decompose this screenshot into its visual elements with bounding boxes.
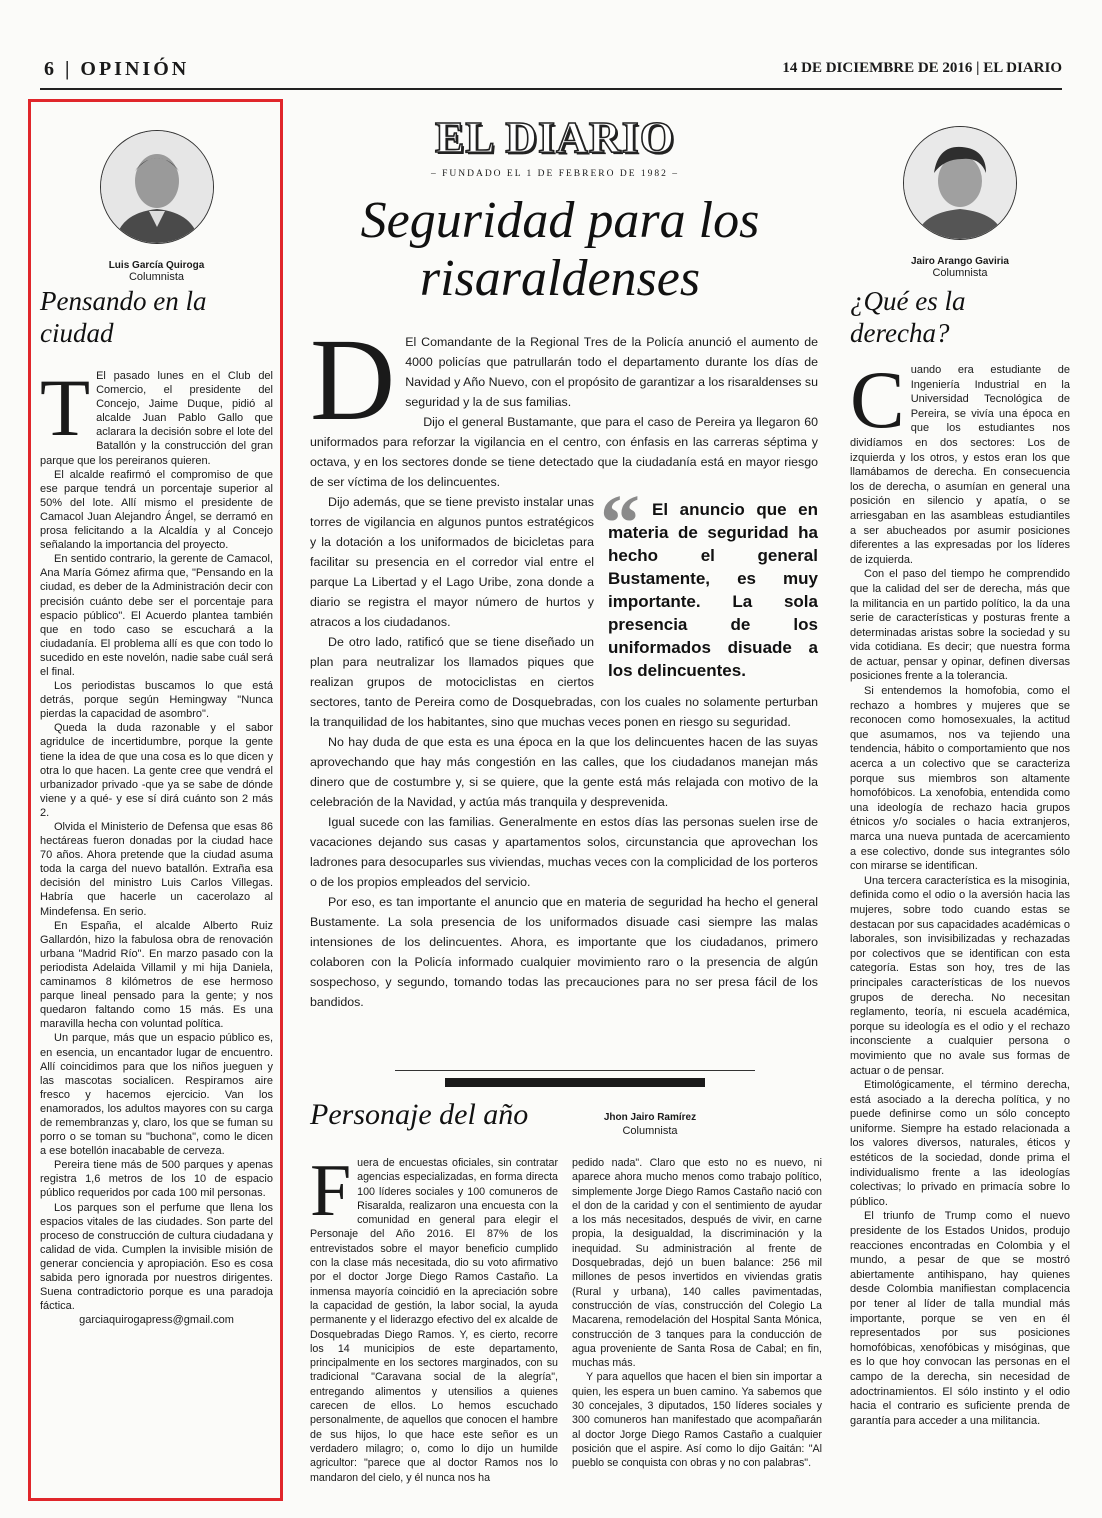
drop-cap-d: D — [310, 314, 396, 445]
paragraph: El alcalde reafirmó el compromiso de que ese parque tendrá un porcentaje superior al 50% del lote. Allí mismo el presidente de Camacol Juan Alejandro Ángel, se derramó en prosa felicitando a la Alcaldía y al Concejo señalando la importancia del proyecto. — [40, 468, 273, 552]
portrait-icon — [101, 131, 213, 243]
personaje-author: Jhon Jairo Ramírez — [603, 1112, 697, 1123]
editorial-title-line2: risaraldenses — [419, 250, 701, 307]
author-name-right: Jairo Arango Gaviria — [911, 256, 1009, 267]
separator-thick — [445, 1078, 705, 1087]
paragraph: Con el paso del tiempo he comprendido que la calidad del ser de derecha, más que la militancia en un partido político, la da una serie de características y posturas frente a determinadas aristas sobre la sociedad y su vida cotidiana. Es decir; que nuestra forma de actuar, pensar y opinar, definen diversas posiciones frente a la tolerancia. — [850, 568, 1070, 683]
left-article-title: Pensando en la ciudad — [40, 286, 207, 348]
paragraph: uera de encuestas oficiales, sin contratar agencias especializadas, en forma directa 100 líderes sociales y 100 comuneros de Risaralda, realizaron una encuesta con la comunidad en general para elegir el Personaje del Año 2016. El 87% de los entrevistados sobre el mayor beneficio cumplido con la clase más necesitada, dio su voto afirmativo por el doctor Jorge Diego Ramos Castaño. La inmensa mayoría coincidió en la apreciación sobre la capacidad de gestión, la labor social, la ayuda permanente y el liderazgo efectivo del ex alcalde de Dosquebradas Diego Ramos. Y, es cierto, recorre los 14 municipios de este departamento, principalmente en los sectores marginados, con su tradicional "Caravana social de la alegría", entregando alimentos y utensilios a quienes carecen de ellos. Lo hemos escuchado personalmente, de aquellos que conocen el hambre de sus hijos, lo que hace este señor es un verdadero milagro; o, como lo dijo un humilde agricultor: "parece que al doctor Ramos nos lo mandaron del cielo, y él nunca nos ha — [310, 1157, 558, 1484]
paragraph: Si entendemos la homofobia, como el rechazo a hombres y mujeres que se reconocen como homosexuales, la actitud que asumamos, nos va tejiendo una tendencia, hábito o comportamiento que nos acerca a un colectivo que se caracteriza porque sus miembros son altamente homofóbicos. La xenofobia, entendida como una ideología de rechazo hacia grupos étnicos y/o sociales o hacia extranjeros, marca una nueva puntada de acercamiento a ese colectivo, donde sus integrantes sólo con mirarse se identifican. — [850, 685, 1070, 873]
drop-cap-c: C — [850, 354, 905, 445]
author-name-left: Luis García Quiroga — [108, 260, 205, 271]
paragraph: El Comandante de la Regional Tres de la Policía anunció el aumento de 4000 policías que patrullarán todo el departamento durante los días de Navidad y Año Nuevo, con el propósito de garantizar a los risaraldenses su seguridad y la de sus familias. — [405, 335, 818, 409]
paragraph: En España, el alcalde Alberto Ruiz Gallardón, hizo la fabulosa obra de renovación urbana "Madrid Río". En marzo pasado con la periodista Adelaida Villamil y mi hija Daniela, caminamos 8 kilómetros de ese hermoso parque lineal pensado para la gente; y nos quedaron faltando como 15 más. Es una maravilla hecha con voluntad política. — [40, 919, 273, 1031]
paragraph: Olvida el Ministerio de Defensa que esas 86 hectáreas fueron donadas por la ciudad hace 70 años. Ahora pretende que la ciudad asuma toda la carga del nuevo batallón. Extraña esa decisión del ministro Luis Carlos Villegas. Habría que hacerle un cacerolazo al Mindefensa. En serio. — [40, 821, 273, 918]
right-article-body — [850, 354, 1070, 1428]
author-photo-right — [903, 126, 1017, 240]
pull-quote: El anuncio que en materia de seguridad ha hecho el general Bustamente, es muy importante. La sola presencia de los uniformados disuade a los delincuentes. — [608, 500, 818, 680]
paragraph: Una tercera característica es la misoginia, definida como el odio o la aversión hacia las mujeres, sobre todo cuando estas se destacan por sus capacidades académicas o laborales, son invisibilizadas y rechazadas por colectivos que se identifican con esta categoría. Estas son hoy, tres de las principales características de los nuevos grupos de derecha. No necesitan reglamento, teoría, ni escuela académica, porque su ideología es el odio y el rechazo inconsciente a cualquier persona o movimiento que no avale sus formas de actuar o de pensar. — [850, 874, 1070, 1077]
personaje-col1 — [310, 1150, 558, 1485]
masthead-logo: EL DIARIO — [434, 113, 676, 162]
paragraph: Dijo el general Bustamante, que para el caso de Pereira ya llegaron 60 uniformados para reforzar la vigilancia en el centro, con énfasis en las carreras séptima y octava, y en los sectores donde se tiene detectado que la ciudadanía está en mayor riesgo de ser víctima de los delincuentes. — [310, 415, 818, 489]
drop-cap-t: T — [40, 362, 91, 453]
paragraph: Pereira tiene más de 500 parques y apenas registra 1,6 metros de los 10 de espacio público requeridos por cada 100 mil personas. — [40, 1159, 273, 1200]
right-column — [850, 108, 1070, 1428]
page-date-paper: 14 DE DICIEMBRE DE 2016 | EL DIARIO — [782, 60, 1062, 76]
personaje-col2 — [572, 1156, 822, 1471]
paragraph: De otro lado, ratificó que se tiene diseñado un plan para neutralizar los llamados piques que realizan grupos de motociclistas en ciertos sectores, tanto de Pereira como de Dosquebradas, con los cuales no solamente perturban la tranquilidad de los habitantes, sino que muchas veces ponen en riesgo su seguridad. — [310, 635, 818, 729]
paragraph: Un parque, más que un espacio público es, en esencia, un encantador lugar de encuentro. Allí coincidimos para que los niños jueguen y las mascotas socialicen. Respiramos aire fresco y hacemos ejercicio. Van los enamorados, los adultos mayores con su carga de remembranzas y, claro, los que se fuman su porro o se toman su "buchona", como le dicen a ese botellón inacabable de cerveza. — [40, 1032, 273, 1158]
right-article-title: ¿Qué es la derecha? — [850, 286, 966, 348]
masthead-founded: – FUNDADO EL 1 DE FEBRERO DE 1982 – — [430, 169, 680, 179]
paragraph: Etimológicamente, el término derecha, está asociado a la derecha política, y no puede definirse como un sólo concepto uniforme. Siempre ha estado relacionada a los valores diversos, naturales, éticos y estéticos de la sociedad, donde prima el individualismo frente a las ideologías colectivas; lo privado en primacía sobre lo público. — [850, 1079, 1070, 1208]
pull-quote-box — [600, 480, 818, 682]
paragraph: El pasado lunes en el Club del Comercio, el presidente del Concejo, Jaime Duque, pidió al alcalde Juan Pablo Gallo que aclarara la decisión sobre el lote del Batallón y la construcción del gran parque que los pereiranos quieren. — [40, 370, 273, 467]
author-role-right: Columnista — [932, 267, 988, 279]
paragraph: Por eso, es tan importante el anuncio que en materia de seguridad ha hecho el general Bustamente. La sola presencia de los uniformados disuade casi siempre las malas intensiones de los delincuentes. Ahora, es importante que los ciudadanos, primero colaboren con la Policía informado cualquier movimiento raro o la presencia de algún sospechoso, y segundo, tomando todas las precauciones para no ser presa fácil de los bandidos. — [310, 895, 818, 1009]
paragraph: Queda la duda razonable y el sabor agridulce de incertidumbre, porque la gente tiene la idea de que una cosa es lo que dicen y otra lo que hacen. La gente cree que vendrá el urbanizador privado -que ya se sabe de dónde viene y a qué- y ese sí dirá cuánto son 2 más 2. — [40, 722, 273, 819]
personaje-role: Columnista — [622, 1125, 678, 1137]
editorial-title — [300, 192, 820, 308]
paragraph: El triunfo de Trump como el nuevo presidente de los Estados Unidos, produjo reacciones encontradas en Colombia y el mundo, a pesar de que se mostró abiertamente antihispano, hay quienes desde Colombia manifiestan complacencia por tener al líder de talla mundial más importante, porque se ven en él representados por sus posiciones homofóbicas, xenofóbicas y misóginas, que es lo que hoy convocan las personas en el campo de la derecha, sin necesidad de adoctrinamientos. El sólo instinto y el odio hacia el contrario es suficiente prenda de garantía para acceder a una militancia. — [850, 1210, 1070, 1427]
paragraph: uando era estudiante de Ingeniería Industrial en la Universidad Tecnológica de Pereira, se vivía una época en que los estudiantes nos dividíamos en dos sectores: Los de izquierda y los otros, y estos eran los que llamábamos de derecha. En consecuencia los de derecha, o asumían en general una posición en silencio y apatía, o se arriesgaban en las asambleas estudiantiles a ser abucheados por asumir posiciones diferentes a las expresadas por los líderes de izquierda. — [850, 364, 1070, 566]
portrait-icon — [904, 127, 1016, 239]
paragraph: pedido nada". Claro que esto no es nuevo, ni aparece ahora mucho menos como trabajo político, simplemente Jorge Diego Ramos Castaño nació con el don de la caridad y con el sentimiento de ayudar a los más necesitados, después de vivir, en carne propia, la desigualdad, la discriminación y la inequidad. Su administración al frente de Dosquebradas, dejó un buen balance: 256 mil millones de pesos invertidos en viviendas gratis (Rural y urbana), 140 calles pavimentadas, construcción de vías, construcción del Colegio La Macarena, remodelación del Hospital Santa Mónica, construcción de 3 tanques para la conducción de agua proveniente de Santa Rosa de Cabal; en fin, muchas más. — [572, 1157, 822, 1370]
paragraph: Los parques son el perfume que llena los espacios vitales de las ciudades. Son parte del proceso de construcción de cultura ciudadana y calidad de vida. Cumplen la invisible misión de generar conciencia y apropiación. Eso es cosa sabida pero ignorada por nuestros dirigentes. Suena contradictorio porque es una paradoja fáctica. — [40, 1201, 273, 1313]
editorial-title-line1: Seguridad para los — [360, 192, 760, 249]
left-column — [40, 108, 273, 1327]
editorial-body — [310, 314, 818, 1012]
separator-thin — [395, 1070, 755, 1071]
left-article-body — [40, 362, 273, 1327]
paragraph: Y para aquellos que hacen el bien sin importar a quien, les espera un buen camino. Ya sabemos que 30 concejales, 3 diputados, 150 líderes sociales y 300 comuneros han manifestado que acompañarán al doctor Jorge Diego Ramos Castaño a cualquier posición que el aspire. Así como lo dijo Gaitán: "Al pueblo se conquista con obras y no con palabras". — [572, 1371, 822, 1470]
header-rule — [40, 88, 1062, 90]
author-email: garciaquirogapress@gmail.com — [79, 1314, 234, 1327]
paragraph: Los periodistas buscamos lo que está detrás, porque según Hemingway "Nunca pierdas la capacidad de asombro". — [40, 680, 273, 721]
quote-mark-icon: “ — [600, 480, 640, 568]
paragraph: No hay duda de que esta es una época en la que los delincuentes hacen de las suyas aprovechando que hay más congestión en las calles, que los ciudadanos manejan más dinero que de costumbre y, si se quiere, que la gente está más relajada con motivo de la celebración de la Navidad, y actúa más tranquila y desprevenida. — [310, 735, 818, 809]
paragraph: En sentido contrario, la gerente de Camacol, Ana María Gómez afirma que, "Pensando en la ciudad, es deber de la Administración decir con precisión cuánto debe ser el porcentaje para espacio público". El Acuerdo plantea también que en todo caso se escuchará a la ciudadanía. El problema allí es que con todo lo sucedido en este novelón, nadie sabe cuál será el final. — [40, 553, 273, 678]
author-photo-left — [100, 130, 214, 244]
author-role-left: Columnista — [128, 271, 185, 283]
paragraph: Dijo además, que se tiene previsto instalar unas torres de vigilancia en algunos puntos estratégicos y la dotación a los uniformados de bicicletas para facilitar su presencia en el corredor vial entre el parque La Libertad y el Lago Uribe, zona donde a diario se registra el mayor número de hurtos y atracos a los ciudadanos. — [310, 495, 594, 629]
paragraph: Igual sucede con las familias. Generalmente en estos días las personas suelen irse de vacaciones dejando sus casas y apartamentos solos, circunstancia que aprovechan los ladrones para desocuparles sus viviendas, muchas veces con la complicidad de los porteros o de los propios empleados del servicio. — [310, 815, 818, 889]
drop-cap-f: F — [310, 1150, 352, 1232]
page-section-label: 6 | OPINIÓN — [44, 58, 190, 80]
personaje-title: Personaje del año — [310, 1098, 529, 1131]
